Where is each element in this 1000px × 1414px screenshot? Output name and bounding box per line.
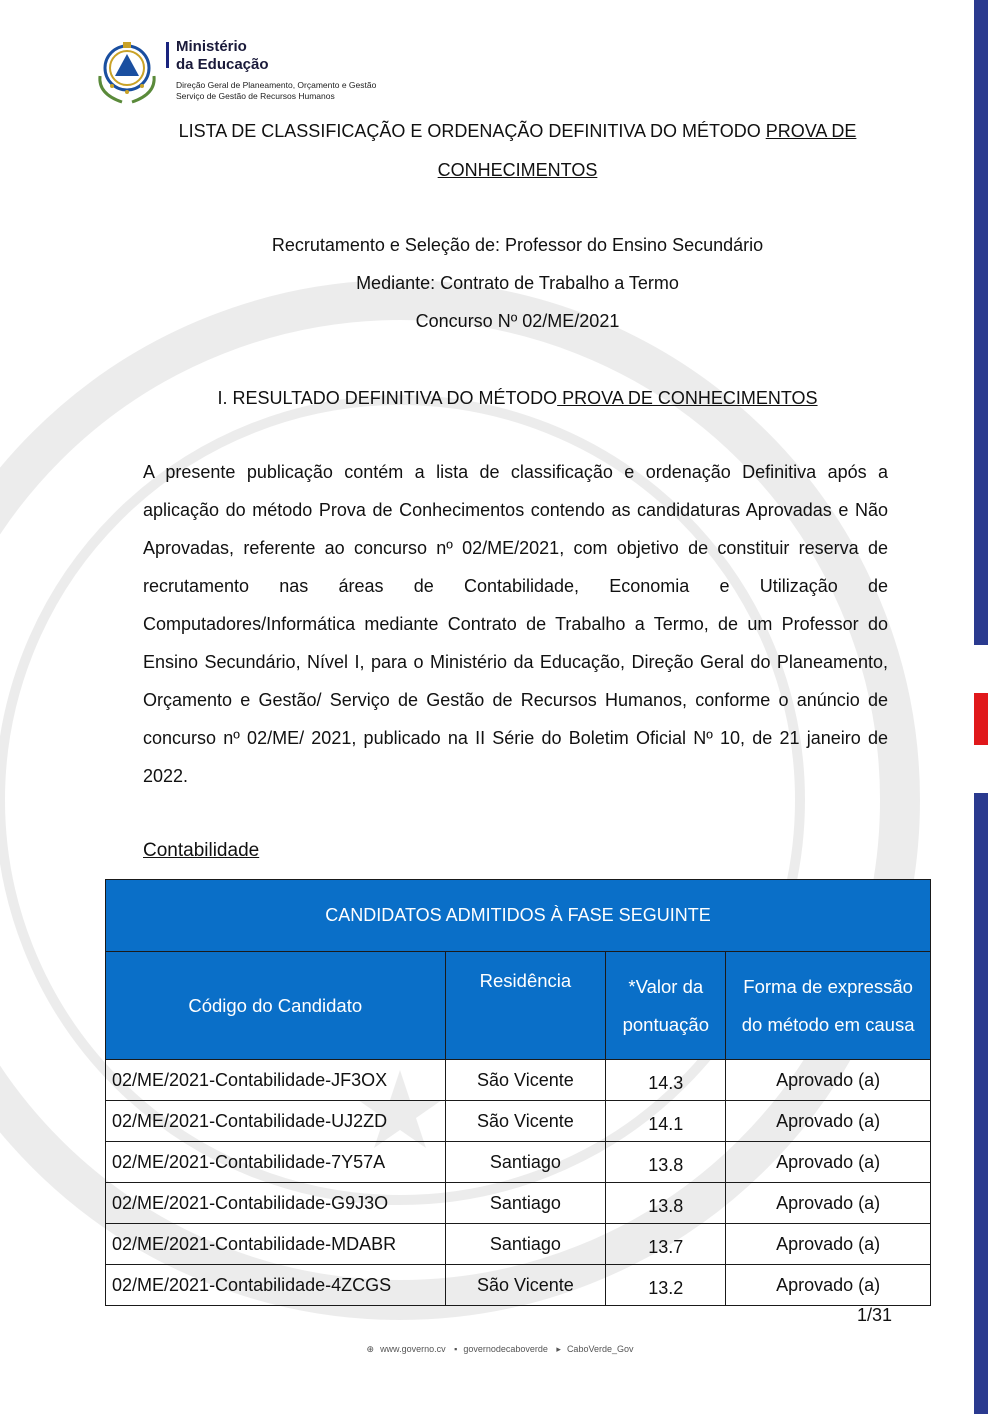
header-residence: Residência <box>445 952 606 1060</box>
globe-icon: ⊕ <box>366 1344 375 1354</box>
cell-residence: Santiago <box>445 1142 606 1183</box>
edge-stripe-blue-top <box>974 0 988 645</box>
document-title-line1 <box>105 121 930 142</box>
ministry-logo <box>92 36 392 112</box>
area-label: Contabilidade <box>143 840 260 861</box>
twitter-icon: ▸ <box>556 1344 561 1354</box>
cell-residence: Santiago <box>445 1183 606 1224</box>
cell-code: 02/ME/2021-Contabilidade-4ZCGS <box>106 1265 446 1306</box>
footer-twitter[interactable]: CaboVerde_Gov <box>566 1344 634 1354</box>
section-heading <box>105 388 930 409</box>
edge-stripe-blue-bottom <box>974 793 988 1414</box>
header-code: Código do Candidato <box>106 952 446 1060</box>
title-underlined-2: CONHECIMENTOS <box>437 160 598 180</box>
page-number: 1/31 <box>856 1305 892 1325</box>
footer <box>200 1344 800 1355</box>
ministry-name-line1: Ministério <box>176 38 247 55</box>
table-banner-row <box>106 880 931 952</box>
header-score: *Valor da pontuação <box>606 952 726 1060</box>
cell-result: Aprovado (a) <box>726 1101 931 1142</box>
candidates-table <box>105 879 931 1306</box>
table-row <box>106 1224 931 1265</box>
recruitment-line: Recrutamento e Seleção de: Professor do Ensino Secundário <box>271 235 764 255</box>
cell-residence: São Vicente <box>445 1060 606 1101</box>
cell-residence: São Vicente <box>445 1265 606 1306</box>
table-row <box>106 1060 931 1101</box>
footer-facebook[interactable]: governodecaboverde <box>463 1344 548 1354</box>
cell-result: Aprovado (a) <box>726 1265 931 1306</box>
cell-result: Aprovado (a) <box>726 1224 931 1265</box>
table-header-row <box>106 952 931 1060</box>
title-plain: LISTA DE CLASSIFICAÇÃO E ORDENAÇÃO DEFINITIVA DO MÉTODO <box>178 121 766 141</box>
cell-score: 14.3 <box>606 1060 726 1101</box>
body-paragraph: A presente publicação contém a lista de classificação e ordenação Definitiva após a aplicação do método Prova de Conhecimentos contendo as candidaturas Aprovadas e Não Aprovadas, referente ao concurso nº 02/ME/2021, com objetivo de constituir reserva de recrutamento nas áreas de Contabilidade, Economia e Utilização de Computadores/Informática mediante Contrato de Trabalho a Termo, de um Professor do Ensino Secundário, Nível I, para o Ministério da Educação, Direção Geral do Planeamento, Orçamento e Gestão/ Serviço de Gestão de Recursos Humanos, conforme o anúncio de concurso nº 02/ME/ 2021, publicado na II Série do Boletim Oficial Nº 10, de 21 janeiro de 2022. <box>143 462 888 786</box>
cell-score: 14.1 <box>606 1101 726 1142</box>
logo-separator <box>166 42 169 68</box>
table-row <box>106 1142 931 1183</box>
cell-code: 02/ME/2021-Contabilidade-G9J3O <box>106 1183 446 1224</box>
header-form: Forma de expressão do método em causa <box>726 952 931 1060</box>
cell-result: Aprovado (a) <box>726 1142 931 1183</box>
table-row <box>106 1101 931 1142</box>
title-underlined: PROVA DE <box>765 121 857 141</box>
cell-score: 13.8 <box>606 1142 726 1183</box>
section-heading-plain: I. RESULTADO DEFINITIVA DO MÉTODO <box>217 388 558 408</box>
document-title-line2 <box>105 160 930 181</box>
department-name: Direção Geral de Planeamento, Orçamento e Gestão <box>176 80 377 90</box>
table-row <box>106 1265 931 1306</box>
section-heading-underlined: PROVA DE CONHECIMENTOS <box>557 388 818 408</box>
table-row <box>106 1183 931 1224</box>
cell-code: 02/ME/2021-Contabilidade-7Y57A <box>106 1142 446 1183</box>
cell-score: 13.2 <box>606 1265 726 1306</box>
cell-code: 02/ME/2021-Contabilidade-UJ2ZD <box>106 1101 446 1142</box>
cell-residence: Santiago <box>445 1224 606 1265</box>
contract-line: Mediante: Contrato de Trabalho a Termo <box>356 273 679 293</box>
cell-code: 02/ME/2021-Contabilidade-MDABR <box>106 1224 446 1265</box>
ministry-name-line2: da Educação <box>176 56 269 73</box>
facebook-icon: ▪ <box>454 1344 458 1354</box>
coat-of-arms-icon <box>92 36 162 106</box>
service-name: Serviço de Gestão de Recursos Humanos <box>176 91 335 101</box>
cell-score: 13.7 <box>606 1224 726 1265</box>
cell-residence: São Vicente <box>445 1101 606 1142</box>
table-banner: CANDIDATOS ADMITIDOS À FASE SEGUINTE <box>106 880 931 952</box>
cell-result: Aprovado (a) <box>726 1183 931 1224</box>
cell-code: 02/ME/2021-Contabilidade-JF3OX <box>106 1060 446 1101</box>
cell-result: Aprovado (a) <box>726 1060 931 1101</box>
cell-score: 13.8 <box>606 1183 726 1224</box>
edge-stripe-red <box>974 693 988 745</box>
footer-website[interactable]: www.governo.cv <box>380 1344 446 1354</box>
contest-line: Concurso Nº 02/ME/2021 <box>415 311 620 331</box>
